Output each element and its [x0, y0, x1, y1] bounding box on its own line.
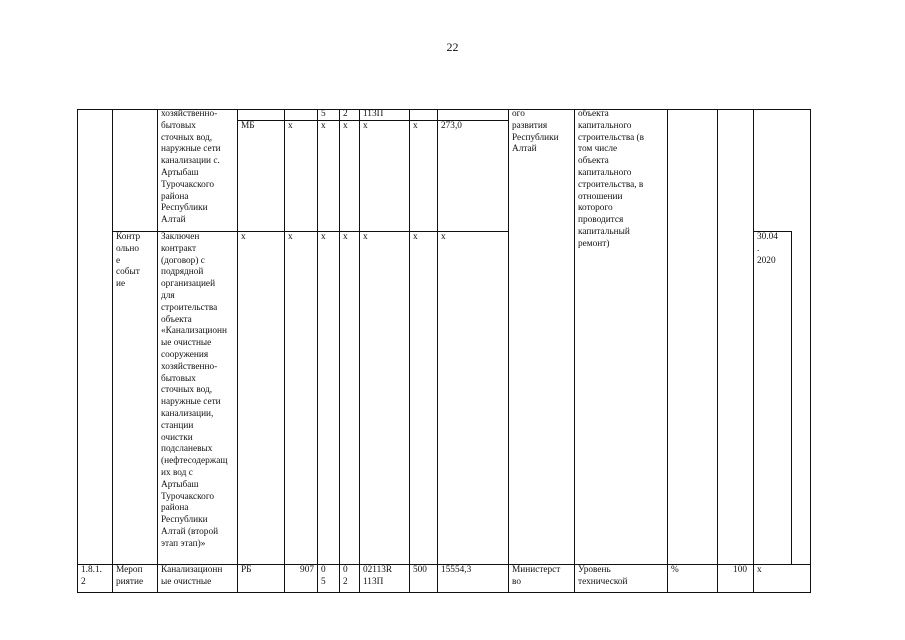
measure-responsible: Министерст во — [512, 565, 561, 587]
table-bottom-border — [77, 592, 811, 593]
measure-target-value: 100 — [733, 565, 747, 575]
control-rz-value: x — [321, 232, 326, 242]
control-source-value: x — [241, 232, 246, 242]
col-border-csr — [409, 109, 410, 593]
indicator-description: объекта капитального строительства (в том числе объекта капитального строительства, в отношении которого проводится капитальный ремонт) — [578, 109, 645, 249]
control-amount-value: x — [441, 232, 446, 242]
control-vr-value: x — [413, 232, 418, 242]
measure-amount: 15554,3 — [441, 565, 472, 575]
control-event-date: 30.04 . 2020 — [757, 232, 778, 266]
col-border-left — [77, 109, 78, 593]
col-border-target — [753, 109, 754, 593]
measure-number: 1.8.1. 2 — [81, 565, 102, 587]
header-code-pr: 2 — [343, 109, 348, 119]
measure-csr: 02113R 113П — [363, 565, 393, 587]
measure-vr: 500 — [413, 565, 427, 575]
col-border-pr — [359, 109, 360, 593]
responsible-executor: ого развития Республики Алтай — [512, 109, 559, 155]
vr-value: x — [413, 121, 418, 131]
pr-value: x — [343, 121, 348, 131]
col-border-vr — [437, 109, 438, 593]
funding-source-mb: МБ — [241, 121, 255, 131]
col-border-number — [112, 109, 113, 593]
measure-pr: 0 2 — [343, 565, 348, 587]
grbs-value: x — [288, 121, 293, 131]
header-code-rz: 5 — [321, 109, 326, 119]
measure-funding-source: РБ — [241, 565, 252, 575]
header-code-csr: 113П — [363, 109, 384, 119]
control-grbs-value: x — [288, 232, 293, 242]
col-border-date-right — [791, 231, 792, 564]
col-border-unit — [717, 109, 718, 593]
col-border-description — [237, 109, 238, 593]
col-border-source — [284, 109, 285, 593]
measure-description: Канализационн ые очистные — [161, 565, 223, 587]
csr-value: x — [363, 121, 368, 131]
amount-value: 273,0 — [441, 121, 462, 131]
object-description-continued: хозяйственно- бытовых сточных вод, наружные сети канализации с. Артыбаш Турочакского района Республики Алтай — [161, 109, 221, 226]
measure-rz: 0 5 — [321, 565, 326, 587]
control-event-description: Заключен контракт (договор) с подрядной организацией для строительства объекта «Канализационн ые очистные сооружения хозяйственно- бытовых сточных вод, наружные сети канализации, станции очистки подсланевых (нефтесодержащ их вод с Артыбаш Турочакского района Республики Алтай (второй этап этап)» — [161, 232, 228, 549]
col-border-right — [810, 109, 811, 593]
measure-grbs: 907 — [300, 565, 314, 575]
measure-label: Мероп риятие — [116, 565, 144, 587]
measure-extra: x — [757, 565, 762, 575]
rz-value: x — [321, 121, 326, 131]
control-pr-value: x — [343, 232, 348, 242]
control-csr-value: x — [363, 232, 368, 242]
col-border-rz — [339, 109, 340, 593]
measure-indicator: Уровень технической — [578, 565, 628, 587]
control-event-label: Контр ольно е событ ие — [116, 232, 141, 290]
col-border-amount — [508, 109, 509, 593]
col-border-grbs — [317, 109, 318, 593]
measure-unit: % — [671, 565, 679, 575]
col-border-indicator — [667, 109, 668, 593]
program-table — [77, 109, 811, 593]
page-number: 22 — [446, 40, 459, 54]
